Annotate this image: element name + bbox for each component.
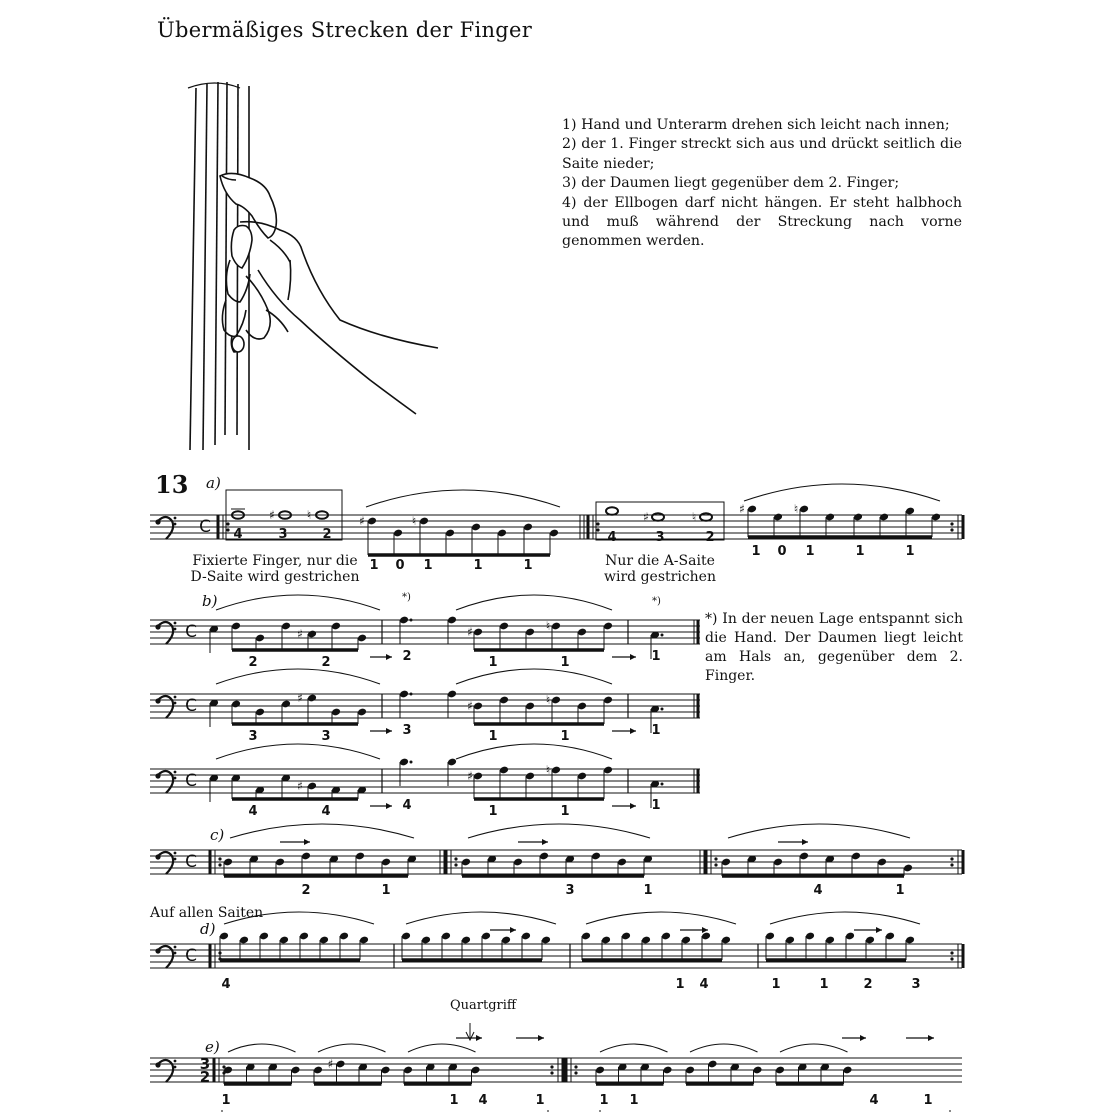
fingering: 4 xyxy=(233,527,243,542)
fingering: 3 xyxy=(321,729,331,744)
bass-clef-dot xyxy=(174,771,177,774)
caption-a2: Nur die A-Saite wird gestrichen xyxy=(604,553,716,585)
fingering: 1 xyxy=(819,977,829,992)
bass-clef-icon xyxy=(155,854,160,859)
bass-clef-dot xyxy=(174,952,177,955)
fingering: 1 xyxy=(855,544,865,559)
fingering: 2 xyxy=(248,655,258,670)
fingering: 1 xyxy=(651,798,661,813)
fingering: 1 xyxy=(643,883,653,898)
slur xyxy=(216,744,380,759)
slur xyxy=(318,1044,386,1052)
fingering: 1 xyxy=(473,558,483,573)
auf-allen-saiten-label: Auf allen Saiten xyxy=(150,905,264,921)
sharp-sign: ♯ xyxy=(467,625,473,639)
fingering: 4 xyxy=(402,798,412,813)
bass-clef-dot xyxy=(174,628,177,631)
slur xyxy=(224,912,374,924)
dot xyxy=(661,783,664,786)
caption-a1: Fixierte Finger, nur die D-Saite wird gestrichen xyxy=(190,553,360,585)
dot xyxy=(661,634,664,637)
arrow-head-icon xyxy=(386,654,392,660)
sharp-sign: ♯ xyxy=(467,769,473,783)
bass-clef-dot xyxy=(174,858,177,861)
slur xyxy=(228,1044,296,1052)
fingering: 3 xyxy=(655,530,665,545)
time-signature-c: C xyxy=(185,946,197,966)
fingering: 2 xyxy=(402,649,412,664)
natural-sign: ♮ xyxy=(691,510,697,524)
dot xyxy=(410,693,413,696)
note-1: 1) Hand und Unterarm drehen sich leicht nach innen; xyxy=(562,117,950,133)
sharp-sign: ♯ xyxy=(359,514,365,528)
note-4: 4) der Ellbogen darf nicht hängen. Er steht halbhoch und muß während der Streckung nach vorne genommen werden. xyxy=(562,194,962,250)
fingering: 1 xyxy=(651,649,661,664)
fingering: 1 xyxy=(381,883,391,898)
natural-sign: ♮ xyxy=(306,508,312,522)
dot xyxy=(410,619,413,622)
footnote: *) In der neuen Lage entspannt sich die Hand. Der Daumen liegt leicht am Hals an, gegenüber dem 2. Finger. xyxy=(705,611,963,684)
bass-clef-dot xyxy=(174,1066,177,1069)
sharp-sign: ♯ xyxy=(297,627,303,641)
fingering: 1 xyxy=(488,655,498,670)
sharp-sign: ♯ xyxy=(297,691,303,705)
slur xyxy=(744,484,940,501)
fingering: 1 xyxy=(651,723,661,738)
time-signature-c: C xyxy=(185,696,197,716)
fingering: 1 xyxy=(599,1093,609,1108)
bass-clef-icon xyxy=(155,624,160,629)
whole-note xyxy=(700,513,712,521)
bass-clef-dot xyxy=(174,517,177,520)
fingering: 1 xyxy=(895,883,905,898)
fingering: 1 xyxy=(423,558,433,573)
arrow-head-icon xyxy=(542,839,548,845)
arrow-head-icon xyxy=(386,728,392,734)
time-signature-c: C xyxy=(185,622,197,642)
label-b: b) xyxy=(202,592,218,610)
whole-note xyxy=(652,513,664,521)
bass-clef-dot xyxy=(174,702,177,705)
fingering: 3 xyxy=(248,729,258,744)
bass-clef-icon xyxy=(158,696,173,718)
slur xyxy=(468,824,650,838)
fingering: 1 xyxy=(560,729,570,744)
slur xyxy=(408,1044,476,1052)
fingering: 1 xyxy=(771,977,781,992)
fingering: 0 xyxy=(777,544,787,559)
fingering: 1 xyxy=(675,977,685,992)
whole-note xyxy=(606,507,618,515)
arrow-head-icon xyxy=(476,1035,482,1041)
arrow-head-icon xyxy=(802,839,808,845)
fingering: 1 xyxy=(629,1093,639,1108)
arrow-head-icon xyxy=(630,728,636,734)
bass-clef-icon xyxy=(155,948,160,953)
fingering: 1 xyxy=(221,1093,231,1108)
bass-clef-icon xyxy=(155,773,160,778)
fingering: 2 xyxy=(322,527,332,542)
label-a: a) xyxy=(206,474,221,492)
fingering: 2 xyxy=(321,655,331,670)
fingering: 3 xyxy=(911,977,921,992)
arrow-head-icon xyxy=(876,927,882,933)
fingering: 4 xyxy=(321,804,331,819)
natural-sign: ♮ xyxy=(545,619,551,633)
bass-clef-icon xyxy=(158,517,173,539)
bass-clef-icon xyxy=(158,852,173,874)
fingering: 1 xyxy=(560,655,570,670)
dot xyxy=(410,761,413,764)
fingering: 0 xyxy=(395,558,405,573)
label-d: d) xyxy=(200,920,216,938)
arrow-head-icon xyxy=(928,1035,934,1041)
fingering: 3 xyxy=(278,527,288,542)
bass-clef-icon xyxy=(155,1062,160,1067)
fingering: 3 xyxy=(402,723,412,738)
slur xyxy=(456,669,612,684)
fingering: 4 xyxy=(248,804,258,819)
slur xyxy=(216,669,380,684)
bass-clef-icon xyxy=(158,1060,173,1082)
slur xyxy=(216,595,380,610)
bass-clef-dot xyxy=(174,852,177,855)
time-signature-c: C xyxy=(185,771,197,791)
sharp-sign: ♯ xyxy=(467,699,473,713)
slur xyxy=(456,595,612,610)
bass-clef-icon xyxy=(158,622,173,644)
fingering: 2 xyxy=(301,883,311,898)
slur xyxy=(366,490,560,507)
label-c: c) xyxy=(210,826,225,844)
arrow-head-icon xyxy=(304,839,310,845)
bass-clef-icon xyxy=(155,698,160,703)
bass-clef-dot xyxy=(174,777,177,780)
fingering: 1 xyxy=(488,804,498,819)
footnote-marker-1: *) xyxy=(402,592,411,603)
fingering: 1 xyxy=(751,544,761,559)
arrow-head-icon xyxy=(630,654,636,660)
fingering: 4 xyxy=(221,977,231,992)
bass-clef-dot xyxy=(174,622,177,625)
footnote-marker-2: *) xyxy=(652,596,661,607)
fingering: 4 xyxy=(813,883,823,898)
note-2: 2) der 1. Finger streckt sich aus und drückt seitlich die Saite nieder; xyxy=(562,136,962,172)
arrow-head-icon xyxy=(702,927,708,933)
slur xyxy=(230,824,414,838)
fingering: 1 xyxy=(449,1093,459,1108)
time-signature-c: C xyxy=(199,517,211,537)
arrow-head-icon xyxy=(386,803,392,809)
sharp-sign: ♯ xyxy=(739,502,745,516)
fingering: 2 xyxy=(863,977,873,992)
slur xyxy=(406,912,556,924)
slur xyxy=(690,1044,758,1052)
slur xyxy=(780,1044,848,1052)
quartgriff-label: Quartgriff xyxy=(450,998,517,1013)
natural-sign: ♮ xyxy=(545,693,551,707)
bass-clef-icon xyxy=(158,771,173,793)
page-title: Übermäßiges Strecken der Finger xyxy=(157,18,533,42)
bass-clef-dot xyxy=(174,1060,177,1063)
slur xyxy=(456,744,612,759)
fingering: 4 xyxy=(699,977,709,992)
fingering: 1 xyxy=(369,558,379,573)
bass-clef-dot xyxy=(174,523,177,526)
fingering: 4 xyxy=(869,1093,879,1108)
fingering: 1 xyxy=(905,544,915,559)
sharp-sign: ♯ xyxy=(327,1057,334,1071)
fingering: 1 xyxy=(523,558,533,573)
bass-clef-dot xyxy=(174,696,177,699)
label-e: e) xyxy=(205,1038,220,1056)
fingering: 2 xyxy=(705,530,715,545)
sharp-sign: ♯ xyxy=(297,779,303,793)
time-signature-top: 3 xyxy=(199,1055,211,1073)
dot xyxy=(661,708,664,711)
natural-sign: ♮ xyxy=(793,502,799,516)
fingering: 1 xyxy=(560,804,570,819)
time-signature-c: C xyxy=(185,852,197,872)
fingering: 1 xyxy=(923,1093,933,1108)
bass-clef-icon xyxy=(158,946,173,968)
fingering: 3 xyxy=(565,883,575,898)
arrow-head-icon xyxy=(630,803,636,809)
fingering: 1 xyxy=(805,544,815,559)
note-3: 3) der Daumen liegt gegenüber dem 2. Finger; xyxy=(562,175,900,192)
fingering: 4 xyxy=(607,530,617,545)
natural-sign: ♮ xyxy=(545,763,551,777)
fingering: 1 xyxy=(488,729,498,744)
slur xyxy=(600,1044,668,1052)
bass-clef-dot xyxy=(174,946,177,949)
arrow-head-icon xyxy=(538,1035,544,1041)
bass-clef-icon xyxy=(155,519,160,524)
time-signature-bottom: 2 xyxy=(199,1068,211,1086)
slur xyxy=(586,912,736,924)
exercise-number: 13 xyxy=(155,470,189,499)
sharp-sign: ♯ xyxy=(643,510,649,524)
arrow-head-icon xyxy=(510,927,516,933)
slur xyxy=(770,912,920,924)
sharp-sign: ♯ xyxy=(269,508,275,522)
slur xyxy=(728,824,910,838)
fingering: 4 xyxy=(478,1093,488,1108)
arrow-head-icon xyxy=(860,1035,866,1041)
fingering: 1 xyxy=(535,1093,545,1108)
natural-sign: ♮ xyxy=(411,514,417,528)
